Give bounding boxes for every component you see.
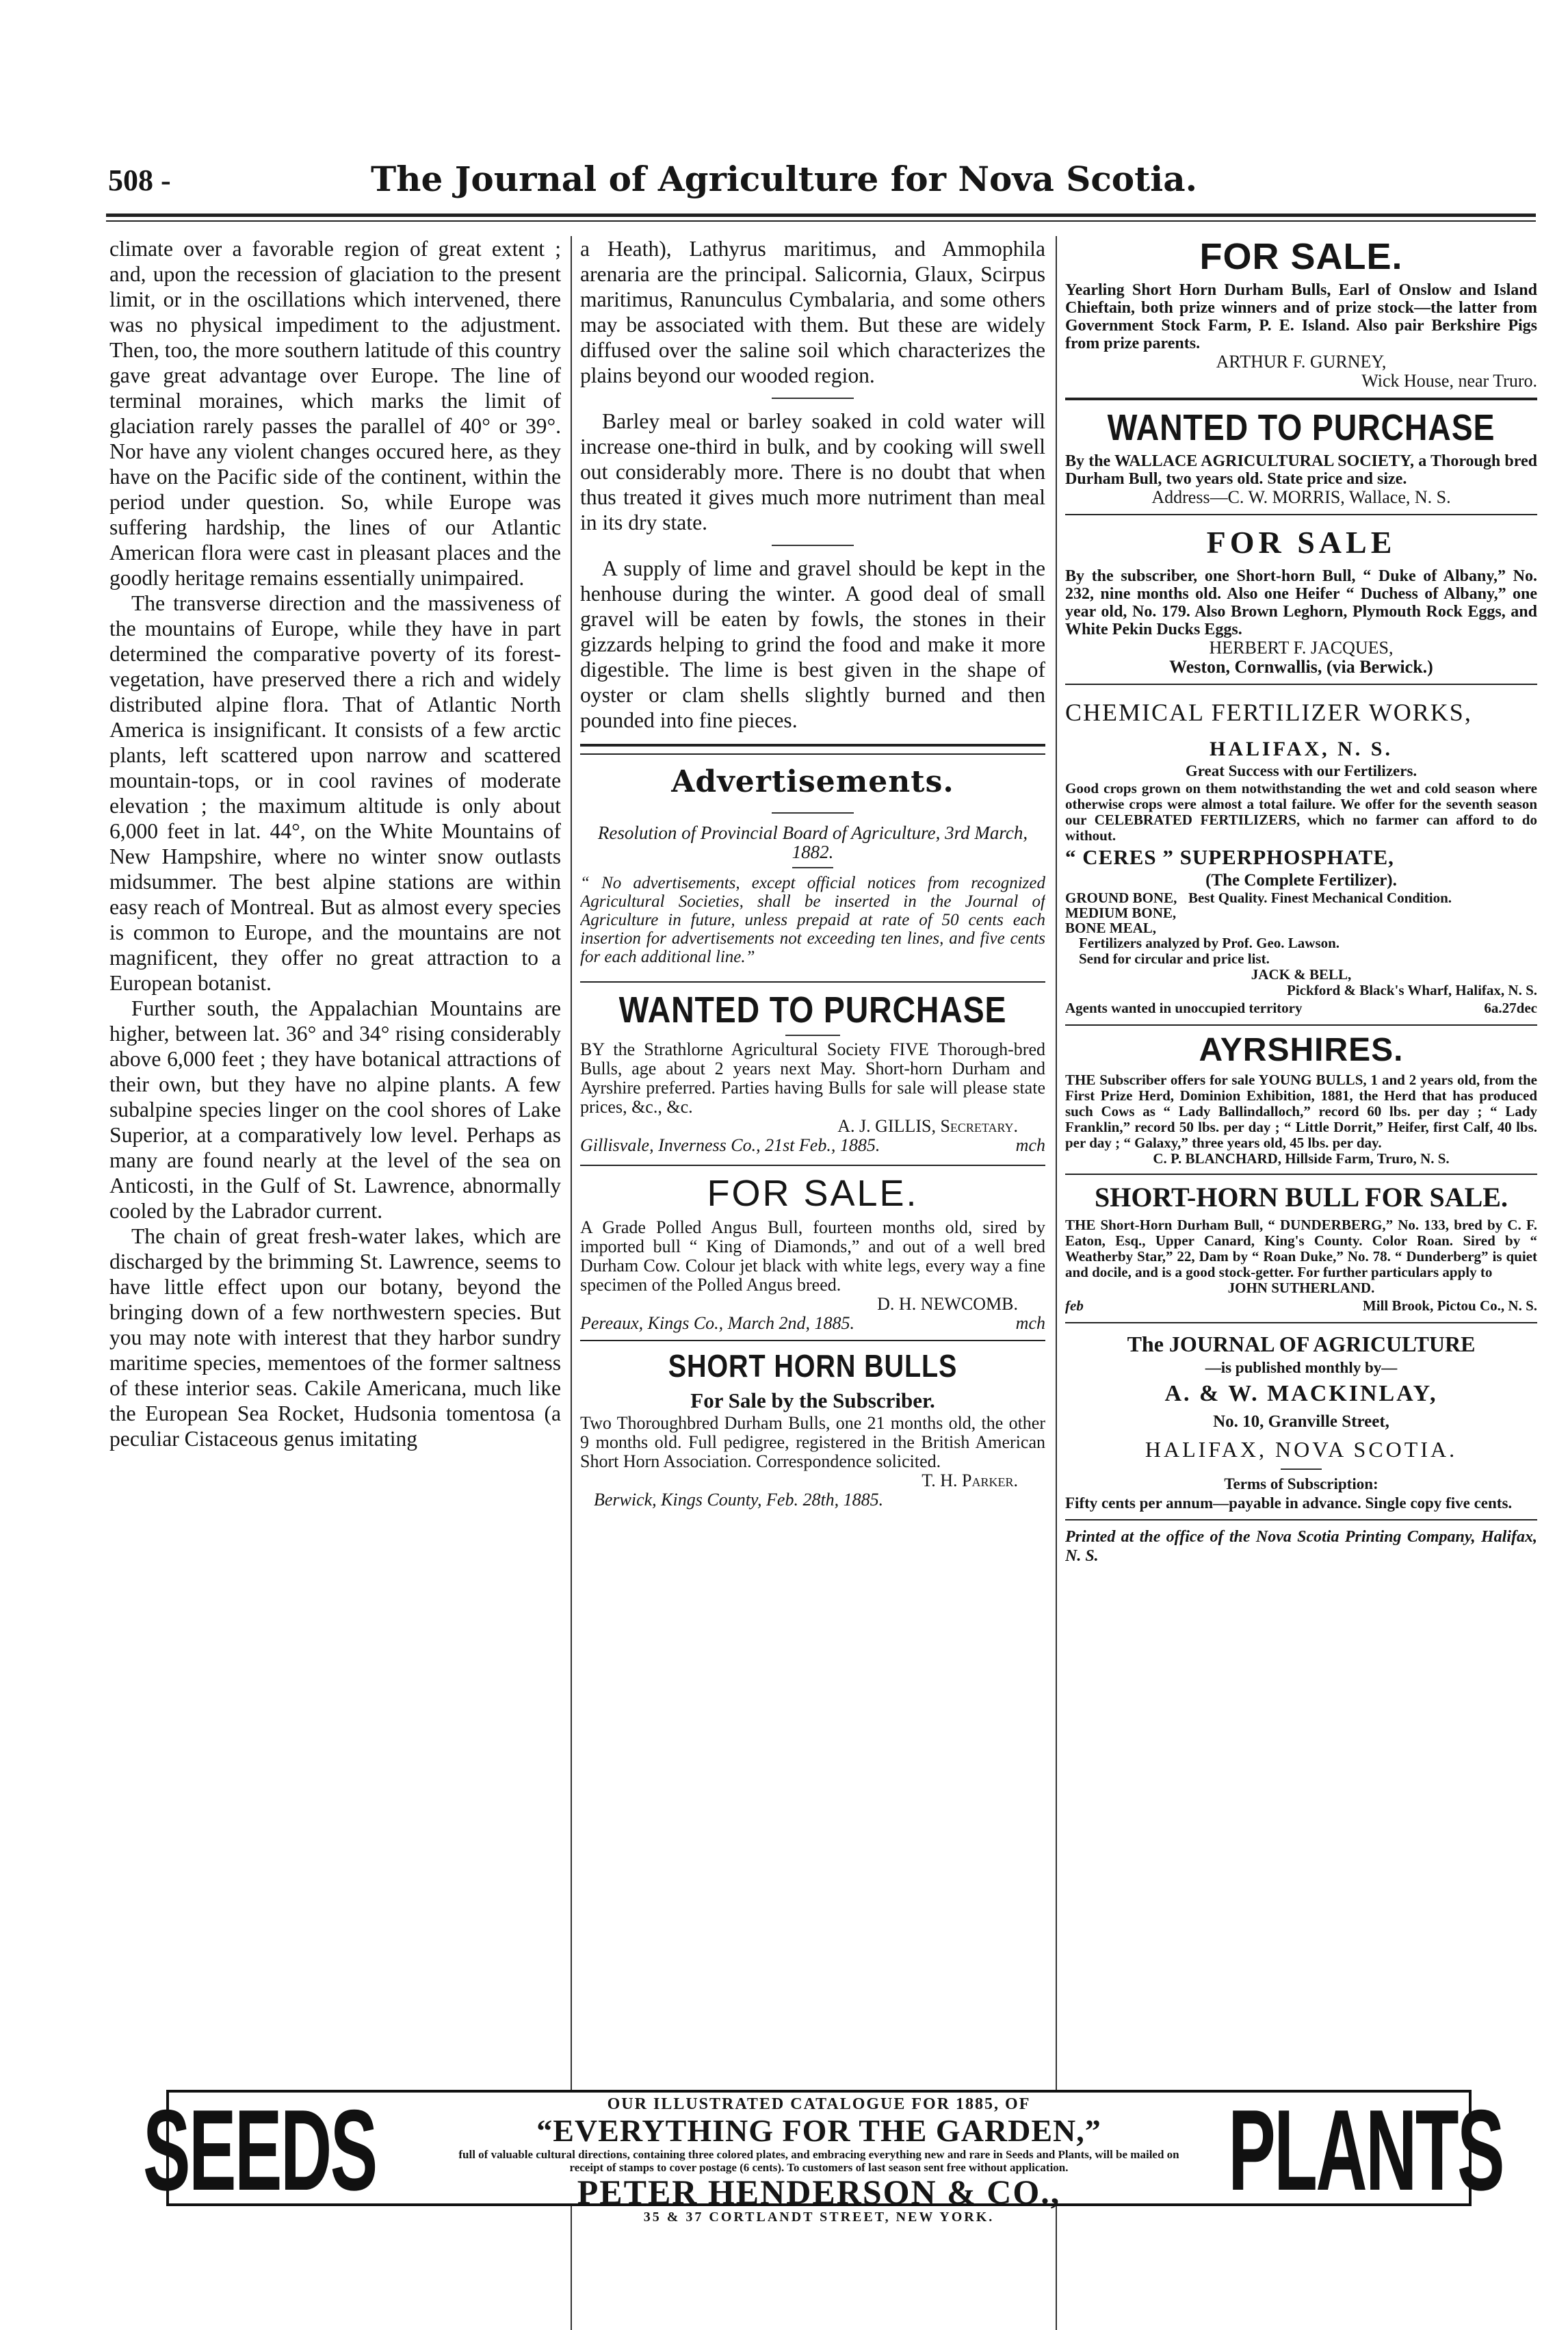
- journal-published: —is published monthly by—: [1205, 1359, 1398, 1376]
- shorthorn-bull-ad: [1065, 1182, 1537, 1315]
- bull-place: Mill Brook, Pictou Co., N. S.: [1362, 1297, 1537, 1314]
- bone-quality: Best Quality. Finest Mechanical Condition.: [1188, 890, 1452, 906]
- bull-signature: JOHN SUTHERLAND.: [1227, 1280, 1375, 1296]
- divider: [1065, 684, 1537, 685]
- wanted-title: WANTED TO PURCHASE: [618, 989, 1007, 1031]
- ceres-heading: “ CERES ” SUPERPHOSPHATE,: [1065, 845, 1394, 869]
- wanted-text: BY the Strathlorne Agricultural Society FIVE Thorough-bred Bulls, age about 2 years next May. Short-horn Durham and Ayrshire preferred. Parties having Bulls for sale will please state prices, &c., &c.: [580, 1039, 1045, 1117]
- banner-description: full of valuable cultural directions, containing three colored plates, and embracing everything new and rare in Seeds and Plants, will be mailed on receipt of stamps to cover postage (6 cents). To customers of last season sent free without application.: [458, 2148, 1179, 2174]
- journal-imprint: [1065, 1330, 1537, 1566]
- forsale-signature: ARTHUR F. GURNEY,: [1216, 352, 1387, 372]
- article-paragraph: climate over a favorable region of great extent ; and, upon the recession of glaciation to the present limit, or in the oscillations which intervened, there was no physical impediment to the adjustment. Then, too, the more southern latitude of this country gave great advantage over Europe. The line of terminal moraines, which marks the limit of glaciation rarely passes the parallel of 40° or 39°. Nor have any violent changes occured here, as they have on the Pacific side of the continent, within the period under question. So, while Europe was suffering hardship, the lines of our Atlantic American flora were cast in pleasant places and the goodly heritage remains essentially unimpaired.: [109, 237, 561, 590]
- chemical-place: HALIFAX, N. S.: [1210, 738, 1393, 760]
- divider: [1065, 1024, 1537, 1026]
- header-rule-thin: [106, 220, 1536, 222]
- forsale-dateline: [580, 1314, 1045, 1333]
- shorthorn-date: Berwick, Kings County, Feb. 28th, 1885.: [594, 1490, 884, 1510]
- terms-title: Terms of Subscription:: [1224, 1475, 1378, 1492]
- article-paragraph: The transverse direction and the massiveness of the mountains of Europe, while they have in part determined the comparative poverty of its forest-vegetation, have preserved there a rich and widely distributed alpine flora. That of Atlantic North America is insignificant. It consists of a few arctic plants, left scattered upon narrow and scattered mountain-tops, or in cool ravines of moderate elevation ; the maximum altitude is only about 6,000 feet in lat. 44°, on the White Mountains of New Hampshire, where no winter snow outlasts midsummer. The best alpine stations are within easy reach of Montreal. But as almost every species is common to Europe, and the mountains are not magnificent, they offer no great attraction to a European botanist.: [109, 591, 561, 995]
- divider: [1065, 1519, 1537, 1520]
- agents-line: [1065, 998, 1537, 1018]
- divider: [1065, 514, 1537, 515]
- shorthorn-bulls-ad: [580, 1348, 1045, 1510]
- jack-place: Pickford & Black's Wharf, Halifax, N. S.: [1287, 982, 1537, 998]
- bull-title: SHORT-HORN BULL FOR SALE.: [1095, 1182, 1508, 1213]
- advertisements-heading: Advertisements.: [671, 764, 954, 799]
- forsale-place: Weston, Cornwallis, (via Berwick.): [1169, 657, 1433, 677]
- wanted-ad-strathlorne: [580, 989, 1045, 1155]
- divider: [785, 1035, 840, 1036]
- article-continuation: [580, 236, 1045, 388]
- article-paragraph: a Heath), Lathyrus maritimus, and Ammophila arenaria are the principal. Salicornia, Glaux, Scirpus maritimus, Ranunculus Cymbalaria, and some others may be associated with them. But these are widely diffused over the saline soil which characterizes the plains beyond our wooded region.: [580, 237, 1045, 387]
- divider: [1065, 1322, 1537, 1323]
- barley-paragraph: Barley meal or barley soaked in cold water will increase one-third in bulk, and by cooking will swell out considerably more. There is no doubt that when thus treated it gives much more nutriment than meal in its dry state.: [580, 409, 1045, 534]
- agents-text: Agents wanted in unoccupied territory: [1065, 1000, 1303, 1016]
- lime-paragraph: A supply of lime and gravel should be kept in the henhouse during the winter. A good deal of small gravel will be eaten by fowls, the stones in their gizzards helping to grind the food and make it more digestible. The lime is best given in the shape of oyster or clam shells slightly burned and then pounded into fine pieces.: [580, 556, 1045, 732]
- divider: [772, 545, 854, 546]
- banner-company: PETER HENDERSON & CO.,: [577, 2173, 1061, 2211]
- wanted-title: WANTED TO PURCHASE: [1107, 407, 1495, 448]
- bull-code: feb: [1065, 1297, 1084, 1314]
- article-paragraph: Further south, the Appalachian Mountains are higher, between lat. 36° and 34° rising considerably above 6,000 feet ; they have botanical attractions of their own, but they have no alpine plants. A few subalpine species linger on the cool shores of Lake Superior, at a comparatively low level. Perhaps as many are found nearly at the level of the sea on Anticosti, in the Gulf of St. Lawrence, abnormally cooled by the Labrador current.: [109, 996, 561, 1223]
- wanted-text: By the WALLACE AGRICULTURAL SOCIETY, a Thorough bred Durham Bull, two years old. State price and size.: [1065, 452, 1537, 488]
- forsale-date: Pereaux, Kings Co., March 2nd, 1885.: [580, 1313, 855, 1333]
- shorthorn-subtitle: For Sale by the Subscriber.: [690, 1388, 935, 1412]
- wanted-code: mch: [1015, 1135, 1045, 1155]
- jack-signature: JACK & BELL,: [1251, 966, 1352, 983]
- ayrshires-signature: C. P. BLANCHARD, Hillside Farm, Truro, N. S.: [1153, 1150, 1450, 1167]
- divider: [1065, 1174, 1537, 1175]
- banner-center-text: [456, 2095, 1181, 2225]
- advertisements-notice: [580, 762, 1045, 966]
- page-header: [0, 0, 1568, 205]
- page-number: 508 -: [108, 164, 171, 197]
- chemical-subtitle: Great Success with our Fertilizers.: [1185, 762, 1417, 779]
- banner-catalogue-line: OUR ILLUSTRATED CATALOGUE FOR 1885, OF: [607, 2095, 1031, 2113]
- divider: [580, 753, 1045, 755]
- column-1: [109, 236, 561, 2330]
- terms-text: Fifty cents per annum—payable in advance. Single copy five cents.: [1065, 1494, 1513, 1512]
- journal-title: The JOURNAL OF AGRICULTURE: [1127, 1332, 1476, 1356]
- journal-street: No. 10, Granville Street,: [1213, 1412, 1389, 1431]
- forsale-ad-newcomb: [580, 1173, 1045, 1333]
- bone-products: [1065, 890, 1537, 935]
- circular-note: Send for circular and price list.: [1079, 950, 1270, 967]
- chemical-text: Good crops grown on them notwithstanding the wet and cold season where otherwise crops were almost a total failure. We offer for the seventh season our CELEBRATED FERTILIZERS, which no farmer can afford to do without.: [1065, 780, 1537, 844]
- journal-city: HALIFAX, NOVA SCOTIA.: [1145, 1437, 1458, 1462]
- divider: [1065, 398, 1537, 400]
- seeds-plants-banner: [143, 2086, 1503, 2225]
- forsale-title: FOR SALE: [1206, 525, 1396, 560]
- column-3: [1065, 236, 1537, 2330]
- column-divider: [571, 236, 572, 2330]
- forsale-ad-gurney: [1065, 236, 1537, 391]
- barley-note: [580, 409, 1045, 535]
- divider: [772, 812, 854, 814]
- banner-seeds-word: SEEDS: [143, 2086, 376, 2214]
- bull-dateline: [1065, 1296, 1537, 1315]
- article-paragraph: The chain of great fresh-water lakes, which are discharged by the brimming St. Lawrence, seems to have little effect upon our botany, beyond the bringing down of a few northwestern species. But you may note with interest that they harbor sundry maritime species, mementoes of the former saltness of these interior seas. Cakile Americana, much like the European Sea Rocket, Hudsonia tomentosa (a peculiar Cistaceous genus imitating: [109, 1224, 561, 1451]
- wanted-signature: A. J. GILLIS, Secretary.: [837, 1116, 1018, 1136]
- shorthorn-title: SHORT HORN BULLS: [668, 1348, 958, 1384]
- forsale-code: mch: [1015, 1313, 1045, 1333]
- shorthorn-signature: T. H. Parker.: [922, 1471, 1018, 1490]
- divider: [580, 981, 1045, 983]
- divider: [580, 1165, 1045, 1166]
- bone-list: GROUND BONE, MEDIUM BONE, BONE MEAL,: [1065, 890, 1177, 936]
- forsale-place: Wick House, near Truro.: [1361, 371, 1537, 391]
- banner-headline: “EVERYTHING FOR THE GARDEN,”: [536, 2113, 1101, 2148]
- ayrshires-ad: [1065, 1033, 1537, 1167]
- banner-address: 35 & 37 CORTLANDT STREET, NEW YORK.: [643, 2210, 995, 2225]
- divider: [1281, 1468, 1322, 1470]
- shorthorn-text: Two Thoroughbred Durham Bulls, one 21 months old, the other 9 months old. Full pedigree, registered in the British American Short Horn Association. Correspondence solicited.: [580, 1413, 1045, 1471]
- agents-code: 6a.27dec: [1484, 1000, 1537, 1016]
- divider: [580, 744, 1045, 747]
- banner-plants-word: PLANTS: [1228, 2086, 1503, 2214]
- ayrshires-title: AYRSHIRES.: [1199, 1032, 1404, 1068]
- ayrshires-text: THE Subscriber offers for sale YOUNG BULLS, 1 and 2 years old, from the First Prize Herd, Dominion Exhibition, 1881, the Herd that has produced such Cows as “ Lady Ballindalloch,” record 60 lbs. per day ; “ Lady Franklin,” record 50 lbs. per day ; “ Little Dorrit,” Heifer, first Calf, 40 lbs. per day ; “ Galaxy,” three years old, 45 lbs. per day.: [1065, 1072, 1537, 1151]
- forsale-title: FOR SALE.: [707, 1173, 919, 1214]
- resolution-text: “ No advertisements, except official notices from recognized Agricultural Societies, shall be inserted in the Journal of Agriculture in future, unless prepaid at rate of 50 cents each insertion for advertisements not exceeding ten lines, and five cents for each additional line.”: [580, 874, 1045, 966]
- divider: [772, 398, 854, 399]
- ceres-subtitle: (The Complete Fertilizer).: [1205, 871, 1397, 890]
- lime-note: [580, 556, 1045, 733]
- printed-note: Printed at the office of the Nova Scotia Printing Company, Halifax, N. S.: [1065, 1528, 1537, 1565]
- chemical-title: CHEMICAL FERTILIZER WORKS,: [1065, 699, 1472, 726]
- wanted-ad-wallace: [1065, 407, 1537, 507]
- forsale-ad-jacques: [1065, 522, 1537, 677]
- resolution-title: Resolution of Provincial Board of Agriculture, 3rd March, 1882.: [597, 823, 1028, 862]
- forsale-text: A Grade Polled Angus Bull, fourteen months old, sired by imported bull “ King of Diamonds,” and out of a well bred Durham Cow. Colour jet black with white legs, every way a fine specimen of the Polled Angus breed.: [580, 1217, 1045, 1295]
- divider: [792, 867, 833, 868]
- article-text: [109, 236, 561, 1451]
- wanted-dateline: [580, 1136, 1045, 1155]
- forsale-text: By the subscriber, one Short-horn Bull, “ Duke of Albany,” No. 232, nine months old. Also one Heifer “ Duchess of Albany,” one year old, No. 179. Also Brown Leghorn, Plymouth Rock Eggs, and White Pekin Ducks Eggs.: [1065, 567, 1537, 638]
- header-rule: [106, 213, 1536, 217]
- analyzed-note: Fertilizers analyzed by Prof. Geo. Lawson.: [1079, 935, 1340, 951]
- wanted-address: Address—C. W. MORRIS, Wallace, N. S.: [1151, 487, 1451, 507]
- column-2: [580, 236, 1045, 2330]
- chemical-fertilizer-ad: [1065, 692, 1537, 1018]
- wanted-date: Gillisvale, Inverness Co., 21st Feb., 1885.: [580, 1135, 880, 1155]
- forsale-text: Yearling Short Horn Durham Bulls, Earl of Onslow and Island Chieftain, both prize winners and of prize stock—the latter from Government Stock Farm, P. E. Island. Also pair Berkshire Pigs from prize parents.: [1065, 281, 1537, 352]
- forsale-title: FOR SALE.: [1199, 236, 1403, 277]
- running-title: The Journal of Agriculture for Nova Scotia.: [370, 159, 1198, 199]
- forsale-signature: D. H. NEWCOMB.: [877, 1294, 1018, 1314]
- divider: [580, 1340, 1045, 1341]
- forsale-signature: HERBERT F. JACQUES,: [1209, 638, 1394, 658]
- journal-firm: A. & W. MACKINLAY,: [1164, 1381, 1438, 1406]
- column-divider: [1056, 236, 1057, 2330]
- bull-text: THE Short-Horn Durham Bull, “ DUNDERBERG,” No. 133, bred by C. F. Eaton, Esq., Upper Canard, King's County. Color Roan. Sired by “ Weatherby Star,” 22, Dam by “ Roan Duke,” No. 78. “ Dunderberg” is quiet and docile, and is a good stock-getter. For further particulars apply to: [1065, 1217, 1537, 1280]
